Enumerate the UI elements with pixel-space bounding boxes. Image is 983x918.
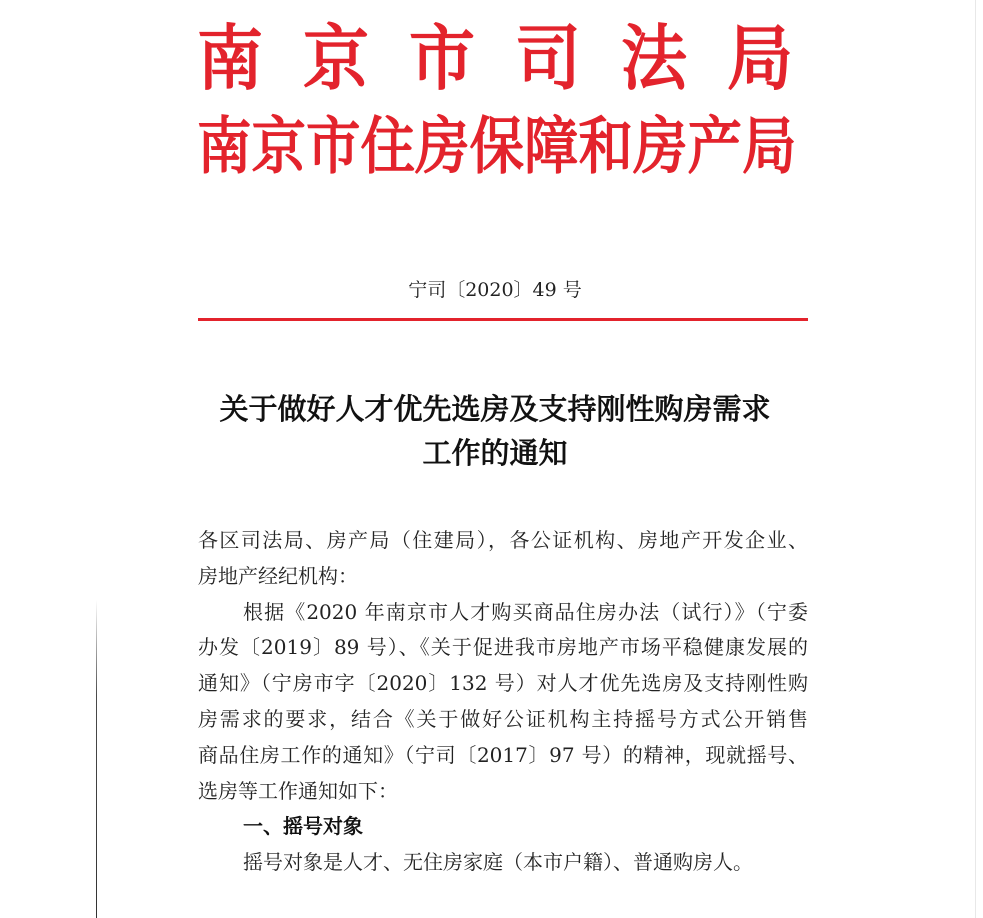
paragraph-line-1: 根据《2020 年南京市人才购买商品住房办法（试行）》（宁委 [243, 599, 808, 624]
scan-edge-left [96, 600, 97, 918]
section-heading: 一、摇号对象 [243, 814, 363, 839]
title-line-1: 关于做好人才优先选房及支持刚性购房需求 [219, 392, 771, 426]
letterhead-agency-2: 南京市住房保障和房产局 [197, 109, 797, 183]
paragraph-line-3: 通知》（宁房市字〔2020〕132 号）对人才优先选房及支持刚性购 [198, 671, 808, 696]
section-text: 摇号对象是人才、无住房家庭（本市户籍）、普通购房人。 [243, 850, 753, 875]
paragraph-line-2: 办发〔2019〕89 号）、《关于促进我市房地产市场平稳健康发展的 [198, 635, 808, 660]
salutation-line-1: 各区司法局、房产局（住建局），各公证机构、房地产开发企业、 [198, 528, 808, 552]
document-title [200, 387, 790, 475]
paragraph-line-5: 商品住房工作的通知》（宁司〔2017〕97 号）的精神，现就摇号、 [198, 742, 808, 767]
document-number: 宁司〔2020〕49 号 [408, 279, 582, 301]
scan-edge-right [975, 0, 976, 918]
title-line-2: 工作的通知 [422, 436, 568, 470]
letterhead-agency-1: 南京市司法局 [197, 15, 833, 101]
document-body [198, 523, 808, 881]
paragraph-line-4: 房需求的要求，结合《关于做好公证机构主持摇号方式公开销售 [198, 706, 808, 731]
salutation-line-2: 房地产经纪机构： [198, 563, 358, 588]
paragraph-line-6: 选房等工作通知如下： [198, 778, 398, 803]
red-separator-line [198, 318, 808, 321]
